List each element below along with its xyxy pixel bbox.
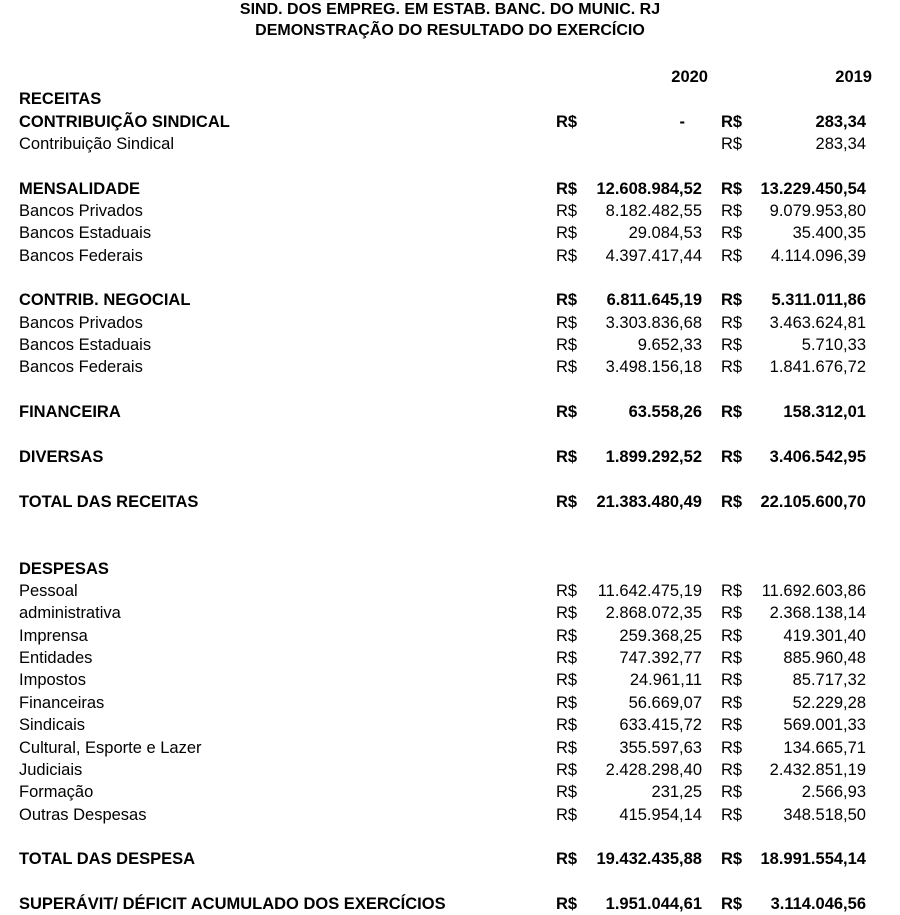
value-2020: 29.084,53 xyxy=(628,224,702,242)
statement-row xyxy=(0,245,900,267)
currency-symbol-2020: R$ xyxy=(556,291,578,309)
currency-symbol-2019: R$ xyxy=(721,761,743,779)
value-2020: 1.899.292,52 xyxy=(605,448,702,466)
currency-symbol-2020: R$ xyxy=(556,649,578,667)
value-2020: 19.432.435,88 xyxy=(596,850,702,868)
value-2019: 85.717,32 xyxy=(792,671,866,689)
currency-symbol-2020: R$ xyxy=(556,493,578,511)
value-2019: 9.079.953,80 xyxy=(769,202,866,220)
row-label: Imprensa xyxy=(19,627,88,645)
value-2020: 56.669,07 xyxy=(628,694,702,712)
currency-symbol-2019: R$ xyxy=(721,224,743,242)
currency-symbol-2019: R$ xyxy=(721,694,743,712)
row-label: Sindicais xyxy=(19,716,86,734)
row-label: Bancos Privados xyxy=(19,314,143,332)
currency-symbol-2020: R$ xyxy=(556,582,578,600)
value-2019: 35.400,35 xyxy=(792,224,866,242)
currency-symbol-2020: R$ xyxy=(556,895,578,913)
statement-title-entity: SIND. DOS EMPREG. EM ESTAB. BANC. DO MUNIC. RJ xyxy=(239,1,661,18)
row-label: Impostos xyxy=(19,671,86,689)
value-2019: 419.301,40 xyxy=(783,627,866,645)
currency-symbol-2019: R$ xyxy=(721,180,743,198)
statement-row xyxy=(0,491,900,513)
currency-symbol-2019: R$ xyxy=(721,291,743,309)
statement-row xyxy=(0,625,900,647)
statement-row xyxy=(0,111,900,133)
value-2020: 24.961,11 xyxy=(629,671,702,689)
value-2020: 231,25 xyxy=(651,783,702,801)
currency-symbol-2020: R$ xyxy=(556,202,578,220)
statement-row xyxy=(0,580,900,602)
value-2020: 63.558,26 xyxy=(628,403,702,421)
value-2020: 11.642.475,19 xyxy=(597,582,702,600)
value-2019: 2.566,93 xyxy=(801,783,866,801)
row-label: Bancos Privados xyxy=(19,202,143,220)
currency-symbol-2019: R$ xyxy=(721,806,743,824)
row-label: TOTAL DAS DESPESA xyxy=(19,850,196,868)
value-2020: 8.182.482,55 xyxy=(605,202,702,220)
value-2019: 18.991.554,14 xyxy=(760,850,866,868)
statement-row xyxy=(0,334,900,356)
row-label: DESPESAS xyxy=(19,560,109,578)
statement-row xyxy=(0,356,900,378)
value-2020: - xyxy=(679,113,685,131)
row-label: Contribuição Sindical xyxy=(19,135,175,153)
value-2019: 885.960,48 xyxy=(783,649,866,667)
row-label: Bancos Estaduais xyxy=(19,224,152,242)
currency-symbol-2020: R$ xyxy=(556,403,578,421)
value-2020: 21.383.480,49 xyxy=(596,493,702,511)
statement-row xyxy=(0,602,900,624)
row-label: DIVERSAS xyxy=(19,448,104,466)
year-header-2020: 2020 xyxy=(671,68,708,86)
statement-row xyxy=(0,781,900,803)
row-label: CONTRIBUIÇÃO SINDICAL xyxy=(19,113,230,131)
row-label: administrativa xyxy=(19,604,121,622)
row-label: Pessoal xyxy=(19,582,78,600)
currency-symbol-2019: R$ xyxy=(721,358,743,376)
row-label: Outras Despesas xyxy=(19,806,147,824)
value-2019: 3.406.542,95 xyxy=(769,448,866,466)
statement-row xyxy=(0,88,900,110)
value-2019: 11.692.603,86 xyxy=(761,582,866,600)
statement-row xyxy=(0,759,900,781)
statement-row xyxy=(0,893,900,915)
value-2020: 747.392,77 xyxy=(619,649,702,667)
row-label: Cultural, Esporte e Lazer xyxy=(19,739,202,757)
value-2020: 2.428.298,40 xyxy=(605,761,702,779)
currency-symbol-2019: R$ xyxy=(721,448,743,466)
value-2019: 283,34 xyxy=(815,135,866,153)
statement-row xyxy=(0,714,900,736)
statement-row xyxy=(0,647,900,669)
currency-symbol-2019: R$ xyxy=(721,739,743,757)
currency-symbol-2020: R$ xyxy=(556,783,578,801)
row-label: Entidades xyxy=(19,649,93,667)
statement-row xyxy=(0,804,900,826)
row-label: CONTRIB. NEGOCIAL xyxy=(19,291,191,309)
currency-symbol-2019: R$ xyxy=(721,202,743,220)
currency-symbol-2019: R$ xyxy=(721,403,743,421)
statement-row xyxy=(0,178,900,200)
currency-symbol-2019: R$ xyxy=(721,895,743,913)
statement-row xyxy=(0,737,900,759)
currency-symbol-2020: R$ xyxy=(556,247,578,265)
row-label: Bancos Federais xyxy=(19,247,143,265)
value-2019: 52.229,28 xyxy=(792,694,866,712)
row-label: Formação xyxy=(19,783,94,801)
statement-row xyxy=(0,848,900,870)
currency-symbol-2020: R$ xyxy=(556,627,578,645)
currency-symbol-2019: R$ xyxy=(721,493,743,511)
currency-symbol-2020: R$ xyxy=(556,671,578,689)
currency-symbol-2020: R$ xyxy=(556,739,578,757)
value-2020: 3.498.156,18 xyxy=(605,358,702,376)
currency-symbol-2019: R$ xyxy=(721,113,743,131)
currency-symbol-2019: R$ xyxy=(721,247,743,265)
value-2019: 4.114.096,39 xyxy=(770,247,866,265)
value-2020: 3.303.836,68 xyxy=(605,314,702,332)
statement-row xyxy=(0,692,900,714)
statement-title-report: DEMONSTRAÇÃO DO RESULTADO DO EXERCÍCIO xyxy=(255,22,645,39)
row-label: Judiciais xyxy=(19,761,83,779)
row-label: TOTAL DAS RECEITAS xyxy=(19,493,199,511)
statement-row xyxy=(0,312,900,334)
value-2019: 569.001,33 xyxy=(783,716,866,734)
currency-symbol-2020: R$ xyxy=(556,358,578,376)
statement-row xyxy=(0,401,900,423)
value-2020: 9.652,33 xyxy=(637,336,702,354)
value-2019: 2.368.138,14 xyxy=(769,604,866,622)
statement-row xyxy=(0,222,900,244)
row-label: Bancos Federais xyxy=(19,358,143,376)
value-2020: 259.368,25 xyxy=(619,627,702,645)
value-2019: 5.311.011,86 xyxy=(771,291,866,309)
currency-symbol-2020: R$ xyxy=(556,694,578,712)
currency-symbol-2020: R$ xyxy=(556,314,578,332)
currency-symbol-2019: R$ xyxy=(721,649,743,667)
row-label: MENSALIDADE xyxy=(19,180,141,198)
value-2019: 13.229.450,54 xyxy=(760,180,866,198)
value-2019: 3.463.624,81 xyxy=(769,314,866,332)
value-2020: 1.951.044,61 xyxy=(605,895,702,913)
value-2020: 12.608.984,52 xyxy=(596,180,702,198)
row-label: Bancos Estaduais xyxy=(19,336,152,354)
value-2020: 4.397.417,44 xyxy=(605,247,702,265)
currency-symbol-2020: R$ xyxy=(556,604,578,622)
currency-symbol-2020: R$ xyxy=(556,336,578,354)
currency-symbol-2020: R$ xyxy=(556,806,578,824)
value-2020: 415.954,14 xyxy=(619,806,702,824)
row-label: RECEITAS xyxy=(19,90,102,108)
statement-row xyxy=(0,669,900,691)
value-2019: 134.665,71 xyxy=(783,739,866,757)
currency-symbol-2019: R$ xyxy=(721,671,743,689)
value-2020: 633.415,72 xyxy=(619,716,702,734)
currency-symbol-2019: R$ xyxy=(721,582,743,600)
currency-symbol-2019: R$ xyxy=(721,314,743,332)
value-2020: 6.811.645,19 xyxy=(606,291,702,309)
value-2019: 5.710,33 xyxy=(801,336,866,354)
statement-row xyxy=(0,558,900,580)
value-2019: 158.312,01 xyxy=(783,403,866,421)
currency-symbol-2019: R$ xyxy=(721,716,743,734)
value-2019: 22.105.600,70 xyxy=(760,493,866,511)
value-2019: 3.114.046,56 xyxy=(770,895,866,913)
value-2020: 355.597,63 xyxy=(619,739,702,757)
value-2019: 2.432.851,19 xyxy=(769,761,866,779)
currency-symbol-2020: R$ xyxy=(556,761,578,779)
currency-symbol-2020: R$ xyxy=(556,224,578,242)
row-label: Financeiras xyxy=(19,694,105,712)
value-2019: 283,34 xyxy=(815,113,866,131)
statement-row xyxy=(0,133,900,155)
currency-symbol-2019: R$ xyxy=(721,135,743,153)
value-2020: 2.868.072,35 xyxy=(605,604,702,622)
statement-row xyxy=(0,446,900,468)
currency-symbol-2019: R$ xyxy=(721,783,743,801)
currency-symbol-2019: R$ xyxy=(721,336,743,354)
currency-symbol-2020: R$ xyxy=(556,113,578,131)
currency-symbol-2020: R$ xyxy=(556,850,578,868)
statement-row xyxy=(0,289,900,311)
statement-row xyxy=(0,200,900,222)
currency-symbol-2019: R$ xyxy=(721,627,743,645)
currency-symbol-2020: R$ xyxy=(556,716,578,734)
row-label: SUPERÁVIT/ DÉFICIT ACUMULADO DOS EXERCÍCIOS xyxy=(19,895,446,913)
currency-symbol-2020: R$ xyxy=(556,180,578,198)
currency-symbol-2019: R$ xyxy=(721,850,743,868)
year-header-2019: 2019 xyxy=(835,68,872,86)
value-2019: 1.841.676,72 xyxy=(769,358,866,376)
currency-symbol-2020: R$ xyxy=(556,448,578,466)
row-label: FINANCEIRA xyxy=(19,403,121,421)
value-2019: 348.518,50 xyxy=(783,806,866,824)
currency-symbol-2019: R$ xyxy=(721,604,743,622)
